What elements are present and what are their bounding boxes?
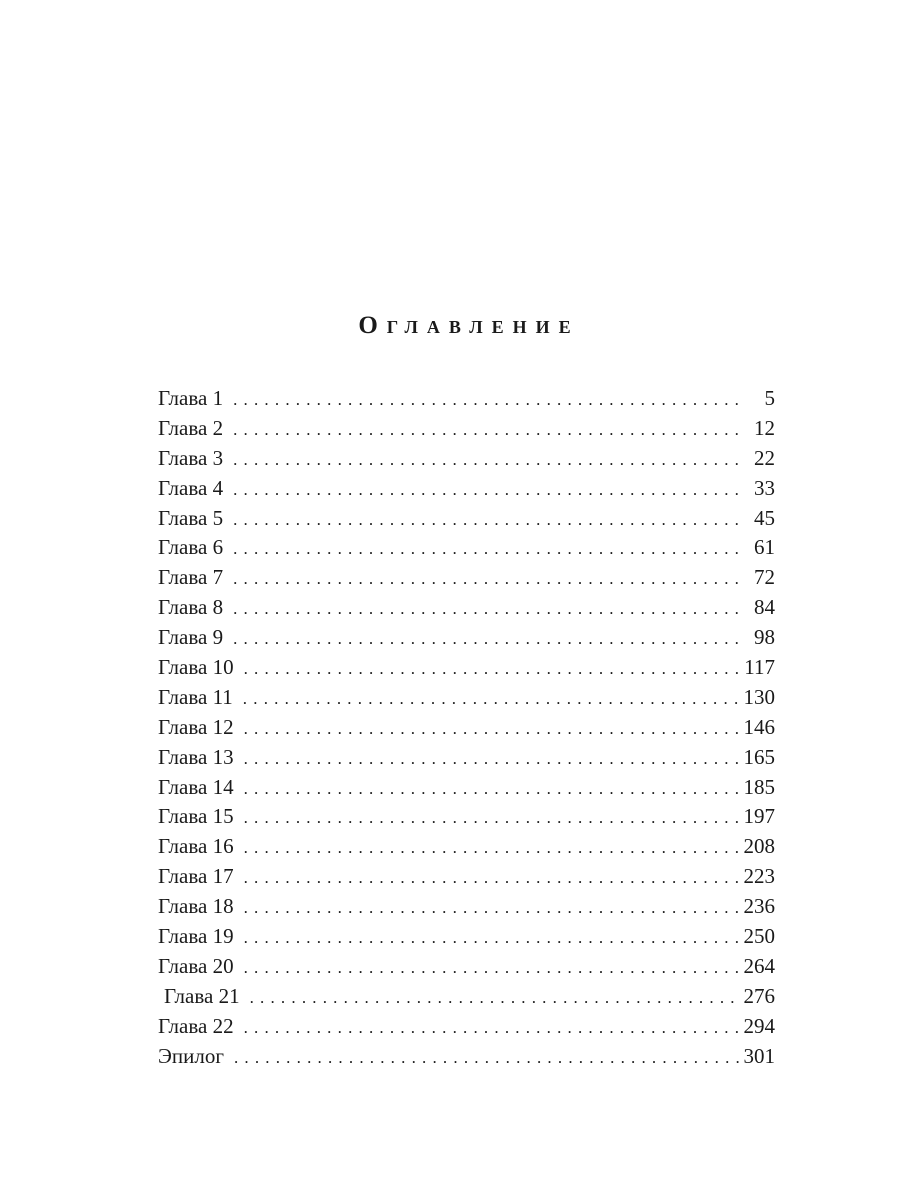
dot-leader (244, 923, 740, 953)
toc-entry (158, 444, 775, 474)
toc-entry (158, 504, 775, 534)
toc-entry (158, 1012, 775, 1042)
dot-leader (244, 654, 741, 684)
dot-leader (244, 1013, 740, 1043)
toc-entry-page: 250 (743, 924, 775, 949)
dot-leader (233, 505, 743, 535)
toc-entry (158, 384, 775, 414)
toc-entry (158, 474, 775, 504)
toc-entry-label: Глава 3 (158, 445, 224, 470)
toc-entry-label: Глава 10 (158, 655, 234, 680)
toc-entry-label: Глава 8 (158, 595, 224, 620)
toc-entry-label: Глава 14 (158, 774, 234, 799)
toc-entry-page: 84 (754, 595, 775, 620)
toc-entry-label: Глава 7 (158, 565, 224, 590)
toc-entry-label: Глава 21 (164, 983, 240, 1008)
dot-leader (244, 863, 740, 893)
dot-leader (233, 415, 743, 445)
toc-entry (158, 713, 775, 743)
toc-entry-page: 12 (754, 415, 775, 440)
toc-entry (158, 922, 775, 952)
toc-entry-page: 117 (744, 655, 775, 680)
toc-entry (158, 1042, 775, 1072)
toc-entry-label: Глава 19 (158, 924, 234, 949)
toc-entry-label: Глава 11 (158, 684, 233, 709)
toc-entry-label: Глава 5 (158, 505, 224, 530)
toc-entry-page: 33 (754, 475, 775, 500)
toc-entry-label: Глава 1 (158, 386, 224, 410)
dot-leader (233, 385, 743, 415)
toc-entry-label: Глава 15 (158, 804, 234, 829)
dot-leader (233, 564, 743, 594)
dot-leader (244, 893, 740, 923)
toc-entry-page: 236 (743, 894, 775, 919)
toc-entry-label: Глава 16 (158, 834, 234, 859)
dot-leader (243, 684, 740, 714)
toc-entry-label: Эпилог (158, 1043, 224, 1068)
toc-entry (158, 563, 775, 593)
toc-entry (158, 982, 775, 1012)
toc-entry-label: Глава 18 (158, 894, 234, 919)
toc-entry-page: 98 (754, 625, 775, 650)
toc-entry (158, 773, 775, 803)
toc-entry (158, 952, 775, 982)
toc-entry (158, 533, 775, 563)
dot-leader (244, 953, 740, 983)
toc-entry-page: 185 (743, 774, 775, 799)
dot-leader (233, 445, 743, 475)
table-of-contents (158, 384, 775, 1071)
toc-entry-page: 276 (743, 983, 775, 1008)
dot-leader (244, 774, 740, 804)
dot-leader (233, 534, 743, 564)
toc-entry (158, 653, 775, 683)
dot-leader (233, 624, 743, 654)
toc-entry-page: 264 (743, 953, 775, 978)
page-title: Оглавление (358, 312, 580, 339)
toc-entry (158, 743, 775, 773)
dot-leader (233, 475, 743, 505)
dot-leader (244, 744, 740, 774)
toc-entry-page: 5 (764, 386, 775, 410)
toc-entry (158, 862, 775, 892)
toc-entry-page: 165 (743, 744, 775, 769)
toc-entry (158, 593, 775, 623)
dot-leader (244, 714, 740, 744)
toc-entry-label: Глава 12 (158, 714, 234, 739)
toc-entry (158, 414, 775, 444)
toc-entry-label: Глава 17 (158, 864, 234, 889)
toc-entry-page: 197 (743, 804, 775, 829)
toc-entry (158, 623, 775, 653)
toc-entry-label: Глава 20 (158, 953, 234, 978)
toc-entry (158, 832, 775, 862)
toc-entry-page: 301 (743, 1043, 775, 1068)
dot-leader (234, 1043, 740, 1073)
toc-entry-page: 223 (743, 864, 775, 889)
dot-leader (244, 803, 740, 833)
toc-entry-page: 294 (743, 1013, 775, 1038)
toc-entry-page: 130 (743, 684, 775, 709)
dot-leader (250, 983, 740, 1013)
toc-entry-page: 61 (754, 535, 775, 560)
toc-entry-label: Глава 9 (158, 625, 224, 650)
toc-entry-page: 45 (754, 505, 775, 530)
toc-entry-label: Глава 22 (158, 1013, 234, 1038)
dot-leader (233, 594, 743, 624)
toc-entry-label: Глава 2 (158, 415, 224, 440)
toc-entry-label: Глава 4 (158, 475, 224, 500)
dot-leader (244, 833, 740, 863)
toc-entry (158, 802, 775, 832)
toc-entry-page: 22 (754, 445, 775, 470)
toc-entry (158, 892, 775, 922)
toc-entry-label: Глава 13 (158, 744, 234, 769)
toc-entry-label: Глава 6 (158, 535, 224, 560)
toc-entry-page: 208 (743, 834, 775, 859)
toc-entry-page: 72 (754, 565, 775, 590)
toc-entry (158, 683, 775, 713)
toc-entry-page: 146 (743, 714, 775, 739)
